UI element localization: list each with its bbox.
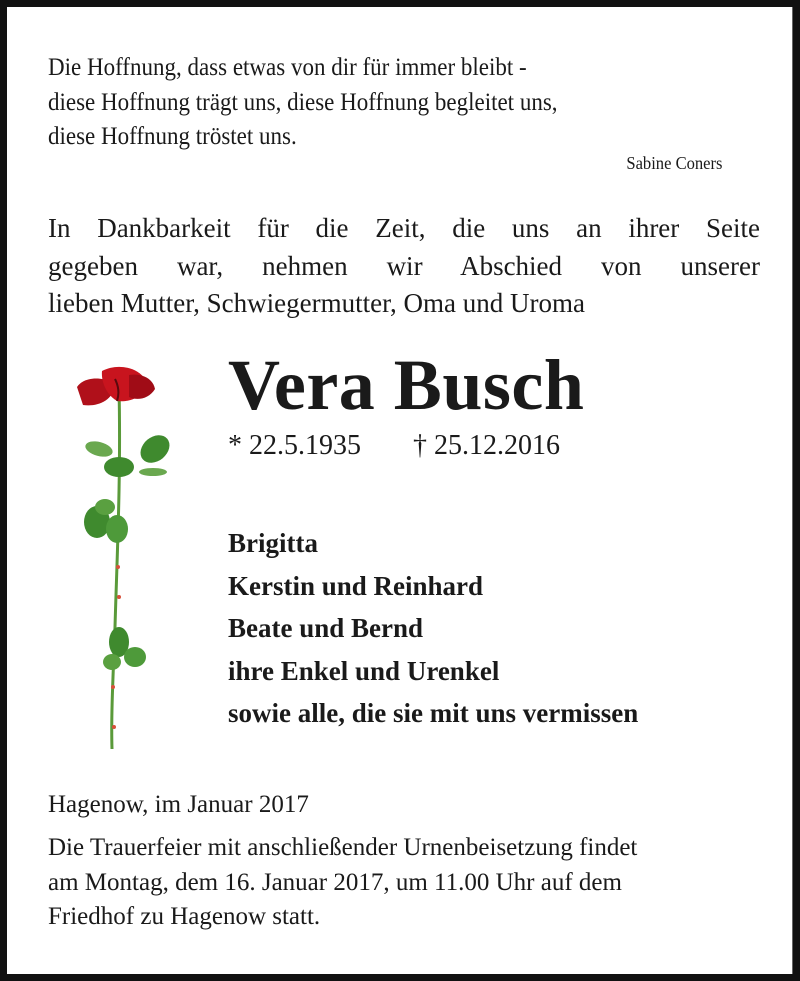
mourners-list [228, 522, 638, 735]
service-info [48, 831, 637, 935]
quote-line: diese Hoffnung tröstet uns. [48, 123, 297, 150]
quote-line: Die Hoffnung, dass etwas von dir für immer bleibt - [48, 54, 527, 81]
death-date: † 25.12.2016 [413, 430, 560, 461]
life-dates [228, 430, 560, 462]
mourner: Kerstin und Reinhard [228, 570, 484, 601]
place-date: Hagenow, im Januar 2017 [48, 791, 309, 818]
deceased-name: Vera Busch [228, 345, 585, 425]
service-line: am Montag, dem 16. Januar 2017, um 11.00 Uhr auf dem [48, 868, 622, 896]
obituary-notice [7, 7, 793, 974]
intro-line: lieben Mutter, Schwiegermutter, Oma und Uroma [48, 288, 585, 318]
opening-quote [48, 51, 558, 155]
intro-line: gegeben war, nehmen wir Abschied von unserer [48, 250, 760, 281]
service-line: Die Trauerfeier mit anschließender Urnenbeisetzung findet [48, 834, 638, 861]
birth-date: * 22.5.1935 [228, 430, 361, 461]
quote-author: Sabine Coners [625, 153, 722, 173]
intro-text [48, 210, 760, 323]
quote-line: diese Hoffnung trägt uns, diese Hoffnung begleitet uns, [48, 88, 558, 116]
mourner: sowie alle, die sie mit uns vermissen [228, 698, 639, 728]
mourner: ihre Enkel und Urenkel [228, 655, 500, 686]
intro-line: In Dankbarkeit für die Zeit, die uns an ihrer Seite [48, 213, 760, 243]
red-rose-icon [57, 357, 177, 757]
service-line: Friedhof zu Hagenow statt. [48, 903, 321, 930]
mourner: Brigitta [228, 528, 318, 558]
mourner: Beate und Bernd [228, 613, 424, 643]
